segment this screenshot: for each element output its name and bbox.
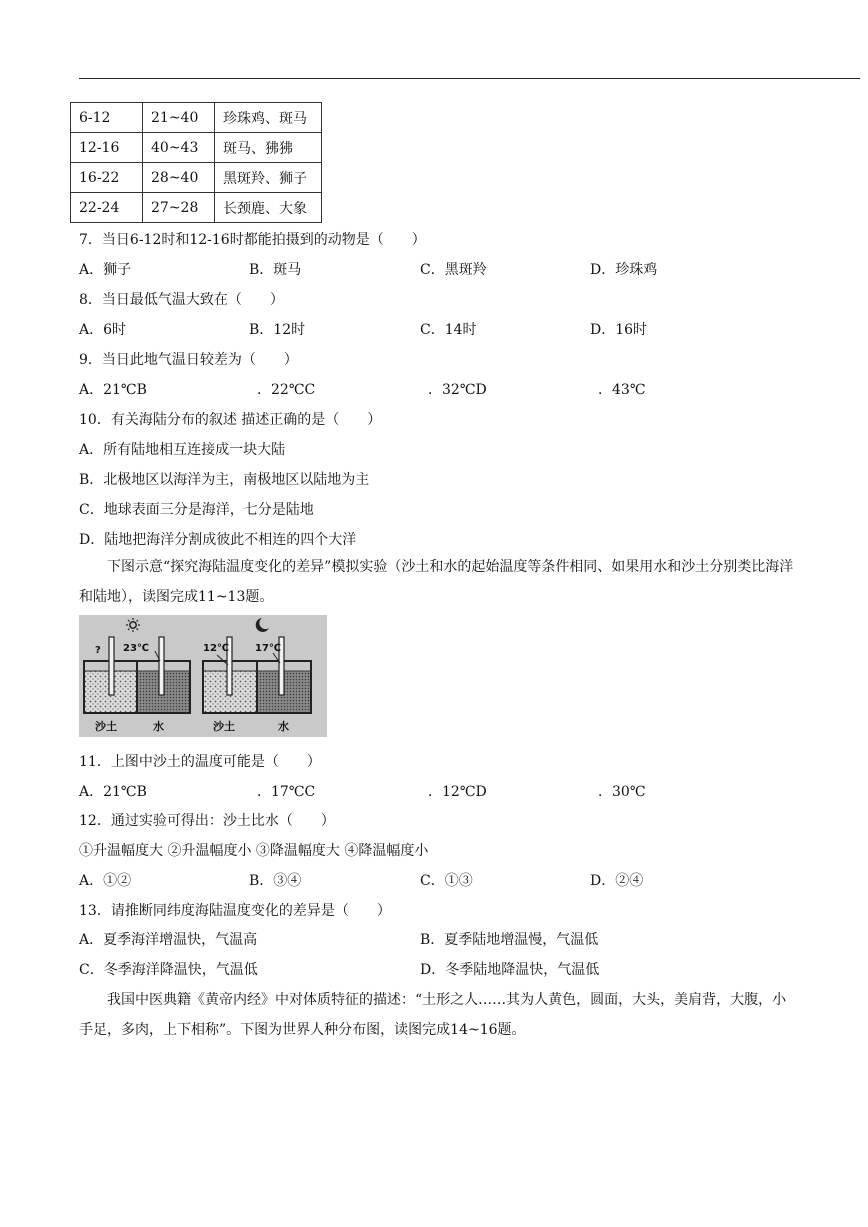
- table-cell: 长颈鹿、大象: [215, 193, 322, 223]
- header-rule: [79, 78, 860, 79]
- table-cell: 珍珠鸡、斑马: [215, 103, 322, 133]
- q8-option-b: B．12时: [249, 322, 306, 338]
- q8-option-a: A．6时: [79, 322, 127, 338]
- table-cell: 黑斑羚、狮子: [215, 163, 322, 193]
- table-cell: 40~43: [143, 133, 215, 163]
- right-water-temp-label: 17℃: [255, 643, 282, 654]
- q9-option-d: ．43℃: [598, 382, 646, 398]
- question-10-stem: 10．有关海陆分布的叙述 描述正确的是（ ）: [79, 412, 382, 428]
- table-cell: 16-22: [71, 163, 143, 193]
- q7-option-a: A．狮子: [79, 262, 132, 278]
- table-row: [71, 133, 322, 163]
- q10-option-d: D．陆地把海洋分割成彼此不相连的四个大洋: [79, 532, 357, 548]
- q8-option-d: D．16时: [590, 322, 648, 338]
- q11-option-d: ．30℃: [598, 784, 646, 800]
- right-water-label: 水: [278, 720, 289, 733]
- passage-huangdi-neijing: 我国中医典籍《黄帝内经》中对体质特征的描述：“土形之人……其为人黄色，圆面，大头，美肩背，大腹，小手足，多肉，上下相称”。下图为世界人种分布图，读图完成14~16题。: [79, 992, 787, 1038]
- q11-option-c: ．12℃D: [428, 784, 487, 800]
- q9-option-c: ．32℃D: [428, 382, 487, 398]
- q10-option-a: A．所有陆地相互连接成一块大陆: [79, 442, 286, 458]
- q10-option-c: C．地球表面三分是海洋，七分是陆地: [79, 502, 314, 518]
- left-sand-temp-label: ?: [95, 645, 101, 656]
- q7-option-d: D．珍珠鸡: [590, 262, 658, 278]
- table-cell: 28~40: [143, 163, 215, 193]
- table-row: [71, 103, 322, 133]
- q12-option-a: A．①②: [79, 873, 132, 889]
- left-water-label: 水: [153, 720, 164, 733]
- q12-option-d: D．②④: [590, 873, 644, 889]
- table-cell: 22-24: [71, 193, 143, 223]
- table-cell: 12-16: [71, 133, 143, 163]
- q9-option-b: ．22℃C: [257, 382, 316, 398]
- q11-option-b: ．17℃C: [257, 784, 316, 800]
- question-9-stem: 9．当日此地气温日较差为（ ）: [79, 352, 298, 368]
- q12-option-b: B．③④: [249, 873, 302, 889]
- question-8-stem: 8．当日最低气温大致在（ ）: [79, 292, 284, 308]
- left-water-temp-label: 23℃: [123, 643, 150, 654]
- q13-option-d: D．冬季陆地降温快，气温低: [420, 962, 600, 978]
- q10-option-b: B．北极地区以海洋为主，南极地区以陆地为主: [79, 472, 370, 488]
- q7-option-c: C．黑斑羚: [420, 262, 487, 278]
- right-sand-temp-label: 12℃: [203, 643, 230, 654]
- q7-option-b: B．斑马: [249, 262, 302, 278]
- table-cell: 27~28: [143, 193, 215, 223]
- question-13-stem: 13．请推断同纬度海陆温度变化的差异是（ ）: [79, 903, 391, 919]
- left-sand-label: 沙土: [95, 720, 117, 733]
- q11-option-a: A．21℃B: [79, 784, 147, 800]
- animal-temperature-table: [70, 102, 322, 223]
- question-11-stem: 11．上图中沙土的温度可能是（ ）: [79, 754, 321, 770]
- q8-option-c: C．14时: [420, 322, 477, 338]
- passage-experiment: 下图示意“探究海陆温度变化的差异”模拟实验（沙土和水的起始温度等条件相同、如果用水和沙土分别类比海洋和陆地），读图完成11~13题。: [79, 559, 794, 605]
- table-cell: 21~40: [143, 103, 215, 133]
- experiment-figure: [79, 615, 327, 737]
- q13-option-c: C．冬季海洋降温快，气温低: [79, 962, 258, 978]
- q9-option-a: A．21℃B: [79, 382, 147, 398]
- table-row: [71, 163, 322, 193]
- q12-statements: ①升温幅度大 ②升温幅度小 ③降温幅度大 ④降温幅度小: [79, 843, 429, 859]
- q12-option-c: C．①③: [420, 873, 473, 889]
- table-row: [71, 193, 322, 223]
- table-cell: 斑马、狒狒: [215, 133, 322, 163]
- question-12-stem: 12．通过实验可得出：沙土比水（ ）: [79, 813, 335, 829]
- water-thermometer: [159, 637, 164, 695]
- q13-option-b: B．夏季陆地增温慢，气温低: [420, 932, 599, 948]
- right-sand-label: 沙土: [213, 720, 235, 733]
- table-cell: 6-12: [71, 103, 143, 133]
- question-7-stem: 7．当日6-12时和12-16时都能拍摄到的动物是（ ）: [79, 232, 426, 248]
- q13-option-a: A．夏季海洋增温快，气温高: [79, 932, 258, 948]
- sand-thermometer: [109, 637, 114, 695]
